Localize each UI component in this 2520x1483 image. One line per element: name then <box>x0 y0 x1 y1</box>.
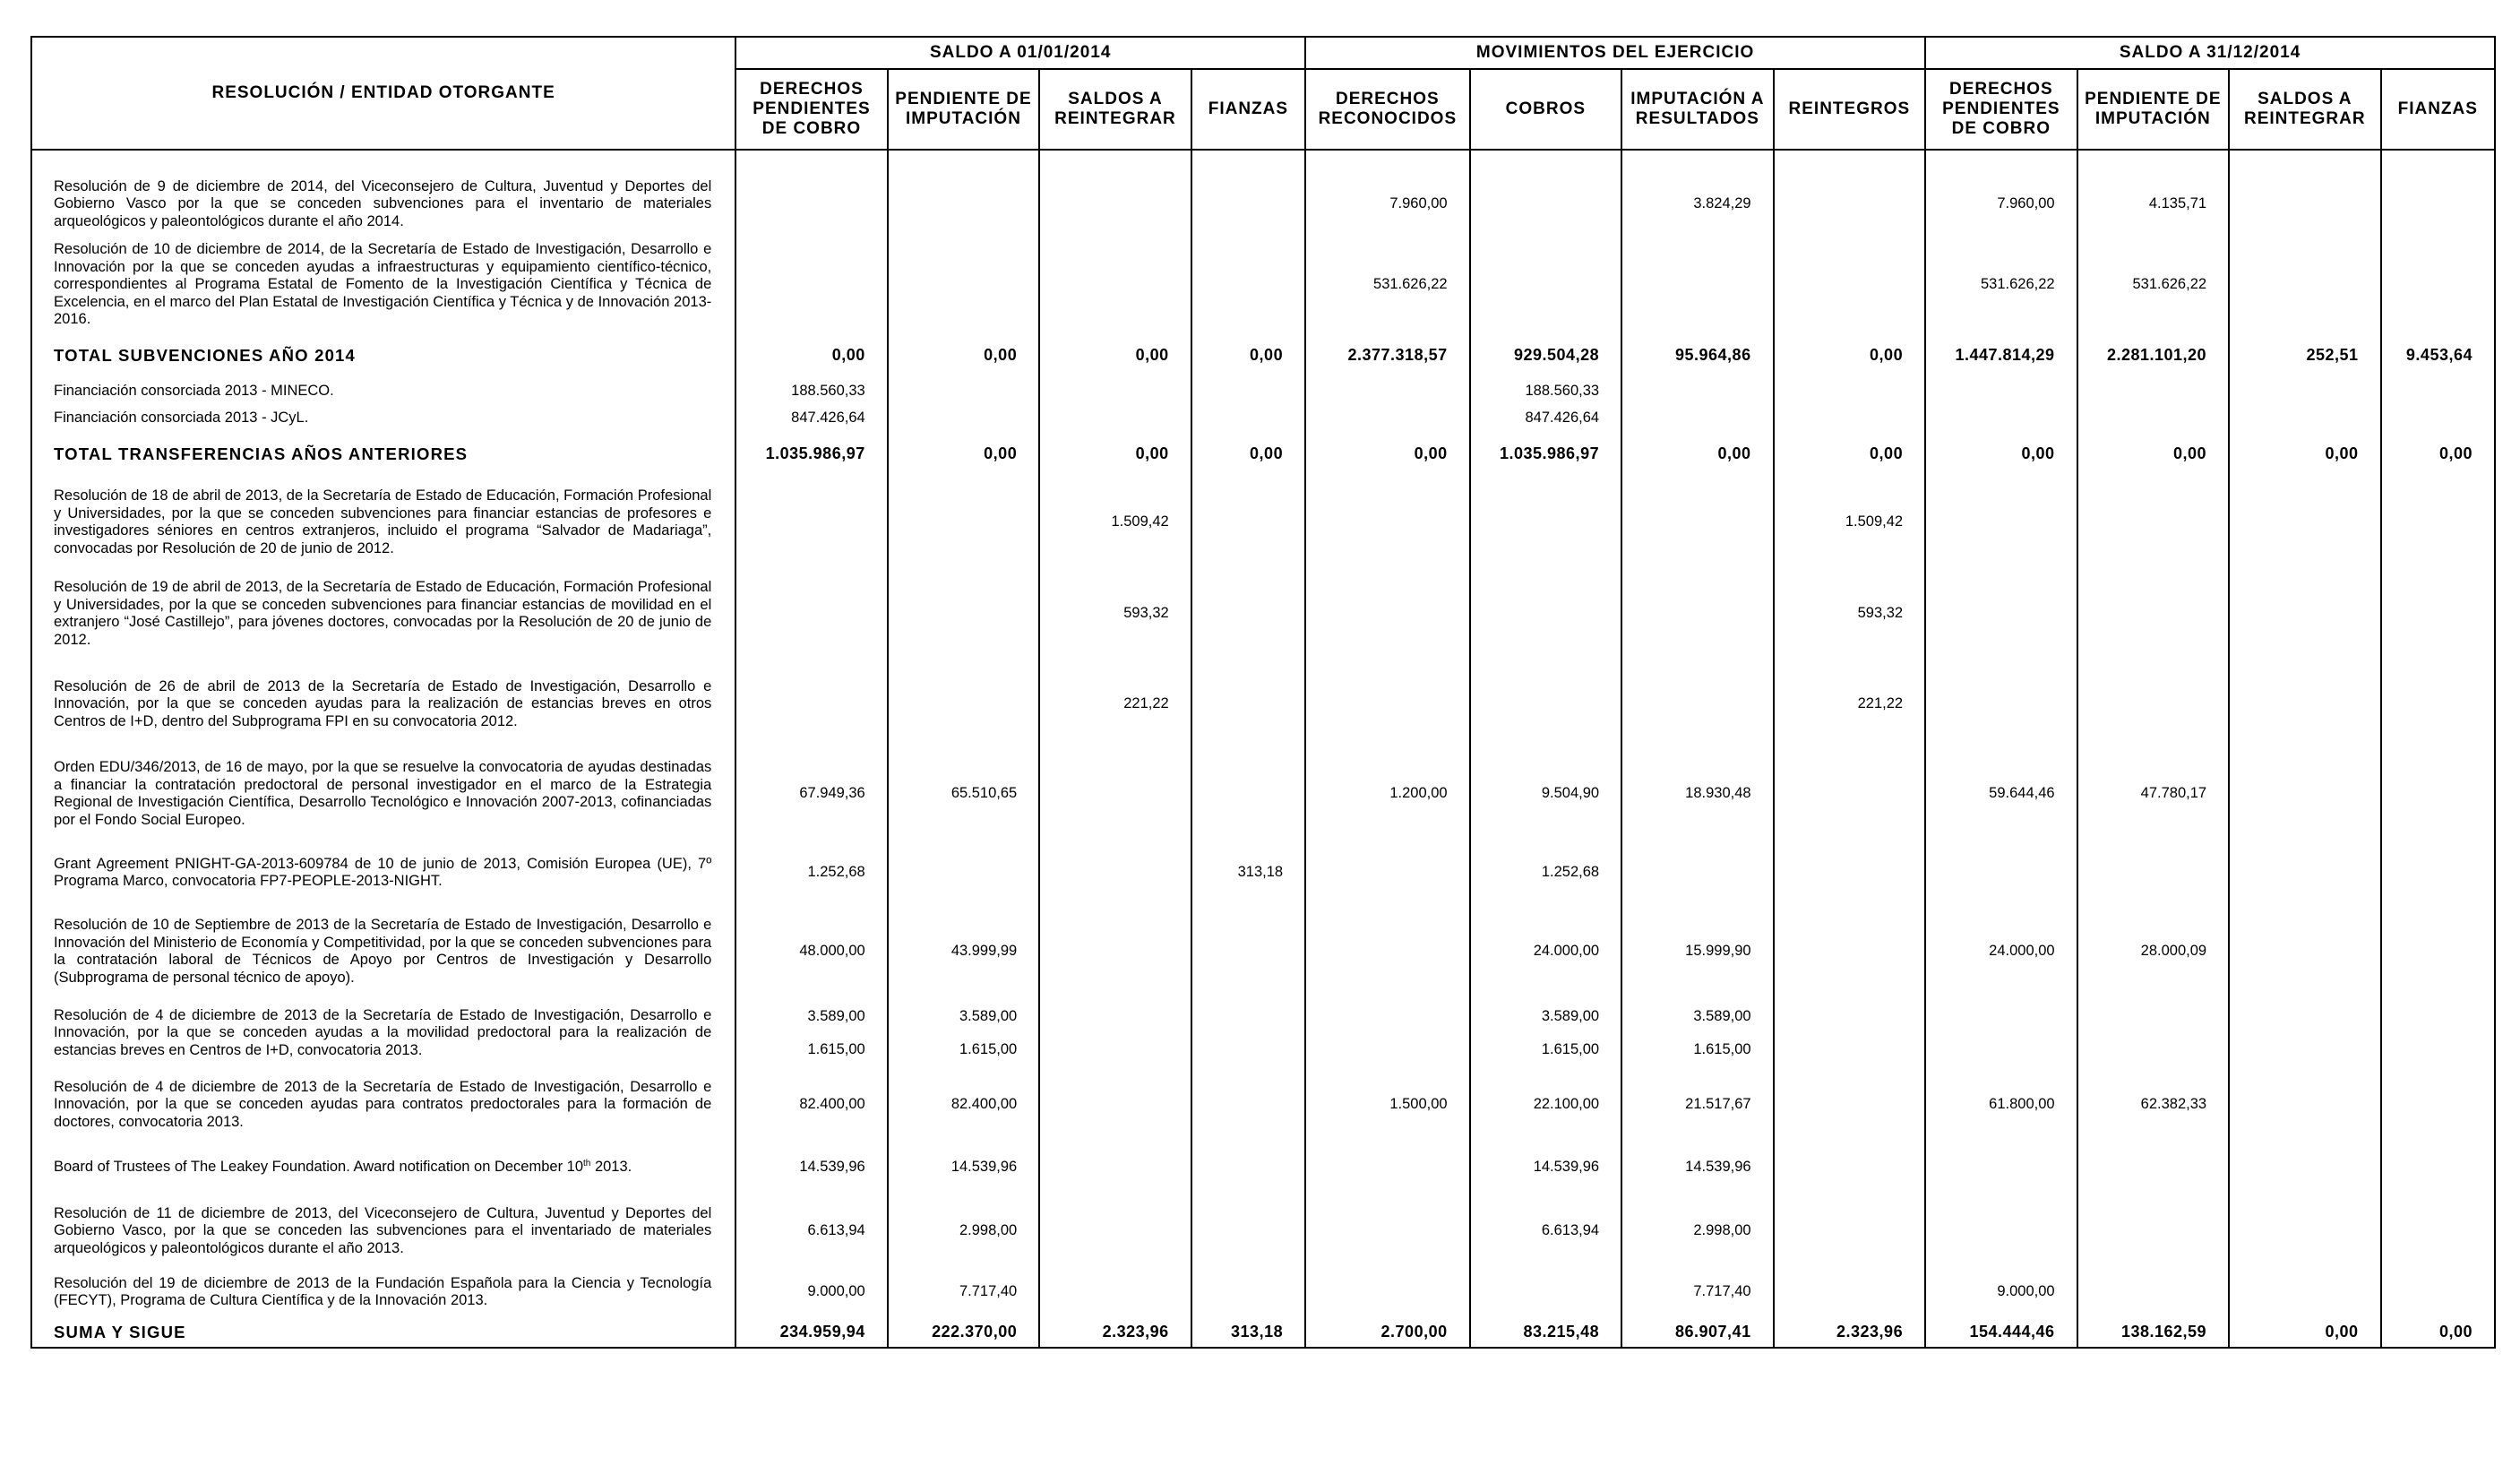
value-cell: 4.135,71 <box>2077 172 2229 237</box>
value-cell <box>1191 907 1305 996</box>
value-cell <box>1191 996 1305 1070</box>
column-header: REINTEGROS <box>1774 69 1926 150</box>
value-cell <box>1925 1140 2077 1195</box>
value-cell <box>735 996 887 1070</box>
value-cell: 0,00 <box>1774 333 1926 378</box>
value-cell <box>1305 660 1470 749</box>
value-cell: 6.613,94 <box>1470 1195 1621 1267</box>
value-cell: 531.626,22 <box>2077 237 2229 333</box>
value-cell <box>1305 907 1470 996</box>
value-cell <box>2229 1267 2380 1317</box>
value-cell <box>1305 1140 1470 1195</box>
value-cell <box>1039 1070 1191 1140</box>
value-cell <box>1774 907 1926 996</box>
value-cell: 1.509,42 <box>1039 477 1191 568</box>
total-row <box>31 432 2495 477</box>
value-line: 1.615,00 <box>807 1040 865 1057</box>
entity-description: Financiación consorciada 2013 - MINECO. <box>31 378 735 405</box>
value-cell <box>1470 1267 1621 1317</box>
value-cell <box>888 237 1039 333</box>
table-row <box>31 1267 2495 1317</box>
value-cell <box>1470 237 1621 333</box>
value-cell <box>1621 568 1773 660</box>
value-cell <box>1774 839 1926 907</box>
multi-value <box>1622 1008 1750 1058</box>
table-row <box>31 477 2495 568</box>
value-cell <box>2381 568 2495 660</box>
entity-description: Resolución de 18 de abril de 2013, de la Secretaría de Estado de Educación, Formación Profesional y Universidades, por la que se conceden subvenciones para financiar estancias de profesores e investigadores séniores en centros extranjeros, incluido el programa “Salvador de Madariaga”, convocadas por Resolución de 20 de junio de 2012. <box>31 477 735 568</box>
value-cell <box>2077 568 2229 660</box>
value-cell <box>888 378 1039 405</box>
value-cell: 0,00 <box>1191 333 1305 378</box>
value-cell <box>2229 568 2380 660</box>
value-cell <box>735 237 887 333</box>
value-cell <box>1925 1195 2077 1267</box>
value-cell: 82.400,00 <box>888 1070 1039 1140</box>
value-cell <box>1305 568 1470 660</box>
entity-description: Resolución de 4 de diciembre de 2013 de la Secretaría de Estado de Investigación, Desarrollo e Innovación, por la que se conceden ayudas a la movilidad predoctoral para la realización de estancias breves en Centros de I+D, convocatoria 2013. <box>31 996 735 1070</box>
column-header: FIANZAS <box>1191 69 1305 150</box>
value-cell <box>1039 1195 1191 1267</box>
value-cell <box>1191 1140 1305 1195</box>
entity-description: Orden EDU/346/2013, de 16 de mayo, por la que se resuelve la convocatoria de ayudas destinadas a financiar la contratación predoctoral de personal investigador en el marco de la Estrategia Regional de Investigación Científica, Desarrollo Tecnológico e Innovación 2007-2013, cofinanciadas por el Fondo Social Europeo. <box>31 749 735 839</box>
value-cell: 222.370,00 <box>888 1317 1039 1348</box>
group-header-closing-balance: SALDO A 31/12/2014 <box>1925 37 2495 69</box>
value-cell: 531.626,22 <box>1305 237 1470 333</box>
column-header: SALDOS A REINTEGRAR <box>1039 69 1191 150</box>
value-cell: 0,00 <box>1039 333 1191 378</box>
value-cell <box>1621 660 1773 749</box>
value-cell <box>2229 237 2380 333</box>
column-header: PENDIENTE DE IMPUTACIÓN <box>888 69 1039 150</box>
value-cell: 82.400,00 <box>735 1070 887 1140</box>
value-cell <box>1621 378 1773 405</box>
entity-description: Resolución de 10 de diciembre de 2014, de la Secretaría de Estado de Investigación, Desarrollo e Innovación por la que se conceden ayudas a infraestructuras y equipamiento científico-técnico, correspondientes al Programa Estatal de Fomento de la Investigación Científica y Técnica de Excelencia, en el marco del Plan Estatal de Investigación Científica y Técnica y de Innovación 2013-2016. <box>31 237 735 333</box>
column-header: DERECHOS PENDIENTES DE COBRO <box>1925 69 2077 150</box>
value-cell <box>888 172 1039 237</box>
group-header-opening-balance: SALDO A 01/01/2014 <box>735 37 1305 69</box>
value-cell <box>1191 749 1305 839</box>
value-cell: 62.382,33 <box>2077 1070 2229 1140</box>
entity-description: Resolución de 9 de diciembre de 2014, del Viceconsejero de Cultura, Juventud y Deportes del Gobierno Vasco por la que se conceden subvenciones para el inventario de materiales arqueológicos y paleontológicos durante el año 2014. <box>31 172 735 237</box>
spacer-cell <box>1774 150 1926 172</box>
column-header: SALDOS A REINTEGRAR <box>2229 69 2380 150</box>
value-cell: 593,32 <box>1039 568 1191 660</box>
value-cell <box>2381 1195 2495 1267</box>
entity-description: TOTAL TRANSFERENCIAS AÑOS ANTERIORES <box>31 432 735 477</box>
value-cell: 86.907,41 <box>1621 1317 1773 1348</box>
spacer-cell <box>2077 150 2229 172</box>
value-line: 1.615,00 <box>1541 1040 1600 1057</box>
value-cell <box>1621 996 1773 1070</box>
value-cell <box>888 568 1039 660</box>
value-cell <box>2381 1140 2495 1195</box>
value-cell <box>2077 1195 2229 1267</box>
value-cell: 21.517,67 <box>1621 1070 1773 1140</box>
value-cell: 7.960,00 <box>1305 172 1470 237</box>
entity-description: Board of Trustees of The Leakey Foundation. Award notification on December 10th 2013. <box>31 1140 735 1195</box>
total-row <box>31 1317 2495 1348</box>
value-line: 1.615,00 <box>959 1040 1018 1057</box>
value-cell: 22.100,00 <box>1470 1070 1621 1140</box>
value-cell: 0,00 <box>2381 1317 2495 1348</box>
multi-value <box>889 1008 1017 1058</box>
value-line: 3.589,00 <box>959 1008 1018 1024</box>
spacer-cell <box>888 150 1039 172</box>
value-cell: 0,00 <box>1621 432 1773 477</box>
value-cell <box>1925 405 2077 432</box>
value-cell: 2.998,00 <box>888 1195 1039 1267</box>
value-cell: 1.252,68 <box>1470 839 1621 907</box>
subsidies-table <box>30 36 2496 1349</box>
value-cell <box>1039 237 1191 333</box>
value-cell <box>735 172 887 237</box>
value-cell: 65.510,65 <box>888 749 1039 839</box>
value-cell: 0,00 <box>735 333 887 378</box>
value-cell: 1.035.986,97 <box>1470 432 1621 477</box>
value-cell <box>2229 839 2380 907</box>
spacer-cell <box>1470 150 1621 172</box>
value-cell: 2.323,96 <box>1774 1317 1926 1348</box>
table-row <box>31 378 2495 405</box>
value-cell: 47.780,17 <box>2077 749 2229 839</box>
value-cell <box>888 839 1039 907</box>
value-line: 3.589,00 <box>1693 1008 1751 1024</box>
table-row <box>31 172 2495 237</box>
value-cell: 0,00 <box>888 333 1039 378</box>
value-cell: 14.539,96 <box>1470 1140 1621 1195</box>
value-cell <box>1039 405 1191 432</box>
value-cell: 48.000,00 <box>735 907 887 996</box>
entity-description: Resolución del 19 de diciembre de 2013 de la Fundación Española para la Ciencia y Tecnología (FECYT), Programa de Cultura Científica y de la Innovación 2013. <box>31 1267 735 1317</box>
value-cell <box>1039 907 1191 996</box>
value-cell: 7.960,00 <box>1925 172 2077 237</box>
entity-description: Financiación consorciada 2013 - JCyL. <box>31 405 735 432</box>
value-cell <box>2381 660 2495 749</box>
value-cell: 0,00 <box>1039 432 1191 477</box>
value-cell: 188.560,33 <box>735 378 887 405</box>
entity-description: Grant Agreement PNIGHT-GA-2013-609784 de 10 de junio de 2013, Comisión Europea (UE), 7º Programa Marco, convocatoria FP7-PEOPLE-2013-NIGHT. <box>31 839 735 907</box>
value-line: 1.615,00 <box>1693 1040 1751 1057</box>
value-cell: 1.035.986,97 <box>735 432 887 477</box>
value-cell: 28.000,09 <box>2077 907 2229 996</box>
value-cell <box>1305 378 1470 405</box>
entity-description: Resolución de 19 de abril de 2013, de la Secretaría de Estado de Educación, Formación Profesional y Universidades, por la que se conceden subvenciones para financiar estancias de movilidad en el extranjero “José Castillejo”, para jóvenes doctores, convocadas por la Resolución de 20 de junio de 2012. <box>31 568 735 660</box>
value-cell: 0,00 <box>1774 432 1926 477</box>
value-line: 3.589,00 <box>807 1008 865 1024</box>
spacer-cell <box>1039 150 1191 172</box>
entity-description: Resolución de 4 de diciembre de 2013 de la Secretaría de Estado de Investigación, Desarrollo e Innovación, por la que se conceden ayudas para contratos predoctorales para la formación de doctores, convocatoria 2013. <box>31 1070 735 1140</box>
value-cell <box>1039 749 1191 839</box>
value-cell: 14.539,96 <box>888 1140 1039 1195</box>
value-cell <box>2077 378 2229 405</box>
value-cell <box>1470 568 1621 660</box>
value-cell <box>1925 378 2077 405</box>
value-cell <box>2381 749 2495 839</box>
entity-description: Resolución de 10 de Septiembre de 2013 de la Secretaría de Estado de Investigación, Desarrollo e Innovación del Ministerio de Economía y Competitividad, por la que se conceden subvenciones para la contratación laboral de Técnicos de Apoyo por Centros de Investigación y Desarrollo (Subprograma de personal técnico de apoyo). <box>31 907 735 996</box>
value-cell <box>2077 996 2229 1070</box>
value-cell <box>2229 749 2380 839</box>
value-cell <box>1621 237 1773 333</box>
value-cell: 0,00 <box>2229 432 2380 477</box>
value-cell <box>1925 568 2077 660</box>
value-cell <box>1621 405 1773 432</box>
value-cell <box>1305 996 1470 1070</box>
value-cell: 221,22 <box>1774 660 1926 749</box>
value-cell: 0,00 <box>2077 432 2229 477</box>
value-cell: 0,00 <box>1305 432 1470 477</box>
value-cell <box>1774 172 1926 237</box>
value-cell: 188.560,33 <box>1470 378 1621 405</box>
value-cell: 14.539,96 <box>735 1140 887 1195</box>
value-cell: 531.626,22 <box>1925 237 2077 333</box>
column-header: COBROS <box>1470 69 1621 150</box>
value-cell: 9.000,00 <box>1925 1267 2077 1317</box>
value-cell: 18.930,48 <box>1621 749 1773 839</box>
value-cell <box>2077 405 2229 432</box>
spacer-cell <box>1305 150 1470 172</box>
column-header: DERECHOS PENDIENTES DE COBRO <box>735 69 887 150</box>
entity-column-header: RESOLUCIÓN / ENTIDAD OTORGANTE <box>31 37 735 150</box>
value-cell: 221,22 <box>1039 660 1191 749</box>
value-cell <box>1774 1070 1926 1140</box>
value-cell: 154.444,46 <box>1925 1317 2077 1348</box>
table-row <box>31 749 2495 839</box>
entity-description: SUMA Y SIGUE <box>31 1317 735 1348</box>
table-row <box>31 568 2495 660</box>
value-cell <box>2381 378 2495 405</box>
value-cell <box>1191 378 1305 405</box>
value-cell <box>1039 1267 1191 1317</box>
value-cell <box>1305 839 1470 907</box>
value-cell <box>2077 477 2229 568</box>
value-cell <box>888 660 1039 749</box>
value-cell: 0,00 <box>2381 432 2495 477</box>
value-cell <box>2381 172 2495 237</box>
value-cell <box>2229 172 2380 237</box>
value-cell <box>1305 477 1470 568</box>
value-cell: 7.717,40 <box>888 1267 1039 1317</box>
value-cell <box>2229 378 2380 405</box>
value-cell <box>2381 839 2495 907</box>
spacer-cell <box>31 150 735 172</box>
value-cell <box>888 996 1039 1070</box>
value-cell <box>2381 1267 2495 1317</box>
spacer-cell <box>735 150 887 172</box>
column-header: PENDIENTE DE IMPUTACIÓN <box>2077 69 2229 150</box>
table-row <box>31 996 2495 1070</box>
value-cell <box>888 405 1039 432</box>
value-cell <box>1191 1195 1305 1267</box>
value-cell <box>2381 996 2495 1070</box>
value-cell: 313,18 <box>1191 839 1305 907</box>
value-cell <box>1191 172 1305 237</box>
value-cell: 61.800,00 <box>1925 1070 2077 1140</box>
entity-description: Resolución de 26 de abril de 2013 de la Secretaría de Estado de Investigación, Desarrollo e Innovación, por la que se conceden ayudas para la realización de estancias breves en otros Centros de I+D, dentro del Subprograma FPI en su convocatoria 2012. <box>31 660 735 749</box>
value-cell: 59.644,46 <box>1925 749 2077 839</box>
value-cell: 83.215,48 <box>1470 1317 1621 1348</box>
value-cell: 1.252,68 <box>735 839 887 907</box>
value-cell <box>2229 405 2380 432</box>
value-cell <box>2229 1140 2380 1195</box>
column-header: DERECHOS RECONOCIDOS <box>1305 69 1470 150</box>
value-cell <box>1774 1267 1926 1317</box>
value-cell <box>1470 172 1621 237</box>
value-cell: 1.509,42 <box>1774 477 1926 568</box>
spacer-cell <box>2229 150 2380 172</box>
value-cell <box>1191 477 1305 568</box>
spacer-cell <box>1621 150 1773 172</box>
value-cell <box>1470 996 1621 1070</box>
value-cell <box>1039 996 1191 1070</box>
value-cell <box>1774 749 1926 839</box>
value-cell <box>1305 1195 1470 1267</box>
entity-description: TOTAL SUBVENCIONES AÑO 2014 <box>31 333 735 378</box>
value-cell: 2.323,96 <box>1039 1317 1191 1348</box>
value-cell <box>2381 907 2495 996</box>
ordinal-suffix: th <box>583 1159 591 1169</box>
value-cell <box>2229 477 2380 568</box>
value-cell: 2.281.101,20 <box>2077 333 2229 378</box>
value-cell <box>1191 237 1305 333</box>
value-cell: 847.426,64 <box>1470 405 1621 432</box>
value-cell: 138.162,59 <box>2077 1317 2229 1348</box>
value-cell: 252,51 <box>2229 333 2380 378</box>
value-cell: 9.504,90 <box>1470 749 1621 839</box>
table-row <box>31 405 2495 432</box>
value-cell <box>1774 1140 1926 1195</box>
table-header <box>31 37 2495 150</box>
value-cell: 67.949,36 <box>735 749 887 839</box>
value-cell: 1.200,00 <box>1305 749 1470 839</box>
value-cell <box>1305 1267 1470 1317</box>
value-cell: 6.613,94 <box>735 1195 887 1267</box>
value-cell <box>2381 237 2495 333</box>
value-cell <box>1621 477 1773 568</box>
value-cell: 43.999,99 <box>888 907 1039 996</box>
value-cell <box>2229 660 2380 749</box>
table-body <box>31 150 2495 1348</box>
value-cell <box>2077 1140 2229 1195</box>
value-cell <box>735 568 887 660</box>
value-cell: 9.453,64 <box>2381 333 2495 378</box>
value-cell <box>1191 660 1305 749</box>
financial-table-sheet <box>30 36 2496 1349</box>
value-cell <box>735 660 887 749</box>
value-cell <box>1925 839 2077 907</box>
value-cell <box>1039 172 1191 237</box>
table-row <box>31 1195 2495 1267</box>
table-row <box>31 1070 2495 1140</box>
value-cell <box>2077 1267 2229 1317</box>
value-cell: 1.447.814,29 <box>1925 333 2077 378</box>
value-cell: 24.000,00 <box>1925 907 2077 996</box>
value-cell <box>1470 660 1621 749</box>
value-cell: 847.426,64 <box>735 405 887 432</box>
value-cell <box>1621 839 1773 907</box>
value-cell: 0,00 <box>888 432 1039 477</box>
value-cell <box>1925 660 2077 749</box>
value-cell: 2.700,00 <box>1305 1317 1470 1348</box>
value-cell <box>1191 568 1305 660</box>
value-cell: 593,32 <box>1774 568 1926 660</box>
value-cell <box>1470 477 1621 568</box>
value-cell <box>1039 1140 1191 1195</box>
spacer-cell <box>1925 150 2077 172</box>
value-cell: 1.500,00 <box>1305 1070 1470 1140</box>
group-header-movements: MOVIMIENTOS DEL EJERCICIO <box>1305 37 1925 69</box>
multi-value <box>1471 1008 1599 1058</box>
value-cell <box>2229 996 2380 1070</box>
value-cell: 14.539,96 <box>1621 1140 1773 1195</box>
multi-value <box>736 1008 864 1058</box>
value-cell <box>2381 477 2495 568</box>
value-cell <box>1774 237 1926 333</box>
value-cell <box>1191 1070 1305 1140</box>
value-cell <box>1925 996 2077 1070</box>
value-cell: 24.000,00 <box>1470 907 1621 996</box>
value-cell <box>2077 839 2229 907</box>
value-cell: 0,00 <box>2229 1317 2380 1348</box>
spacer-cell <box>1191 150 1305 172</box>
value-cell: 0,00 <box>1925 432 2077 477</box>
value-cell: 95.964,86 <box>1621 333 1773 378</box>
value-cell: 2.377.318,57 <box>1305 333 1470 378</box>
value-cell <box>2077 660 2229 749</box>
value-cell <box>1039 378 1191 405</box>
value-cell <box>1774 405 1926 432</box>
value-cell: 234.959,94 <box>735 1317 887 1348</box>
value-cell <box>2229 1195 2380 1267</box>
value-cell: 7.717,40 <box>1621 1267 1773 1317</box>
spacer-row <box>31 150 2495 172</box>
value-cell: 2.998,00 <box>1621 1195 1773 1267</box>
value-cell <box>2229 1070 2380 1140</box>
column-header: FIANZAS <box>2381 69 2495 150</box>
value-cell: 313,18 <box>1191 1317 1305 1348</box>
value-cell <box>1774 378 1926 405</box>
value-cell <box>2381 405 2495 432</box>
entity-description: Resolución de 11 de diciembre de 2013, del Viceconsejero de Cultura, Juventud y Deportes del Gobierno Vasco, por la que se conceden las subvenciones para el inventariado de materiales arqueológicos y paleontológicos durante el año 2013. <box>31 1195 735 1267</box>
table-row <box>31 660 2495 749</box>
table-row <box>31 907 2495 996</box>
value-cell <box>1039 839 1191 907</box>
value-line: 3.589,00 <box>1541 1008 1600 1024</box>
column-header: IMPUTACIÓN A RESULTADOS <box>1621 69 1773 150</box>
table-row <box>31 237 2495 333</box>
value-cell: 929.504,28 <box>1470 333 1621 378</box>
value-cell: 9.000,00 <box>735 1267 887 1317</box>
value-cell <box>1191 1267 1305 1317</box>
value-cell: 15.999,90 <box>1621 907 1773 996</box>
value-cell: 3.824,29 <box>1621 172 1773 237</box>
value-cell <box>1191 405 1305 432</box>
value-cell: 0,00 <box>1191 432 1305 477</box>
total-row <box>31 333 2495 378</box>
value-cell <box>1774 1195 1926 1267</box>
value-cell <box>2381 1070 2495 1140</box>
value-cell <box>1925 477 2077 568</box>
value-cell <box>1774 996 1926 1070</box>
value-cell <box>888 477 1039 568</box>
table-row <box>31 839 2495 907</box>
value-cell <box>1305 405 1470 432</box>
value-cell <box>2229 907 2380 996</box>
spacer-cell <box>2381 150 2495 172</box>
table-row <box>31 1140 2495 1195</box>
value-cell <box>735 477 887 568</box>
